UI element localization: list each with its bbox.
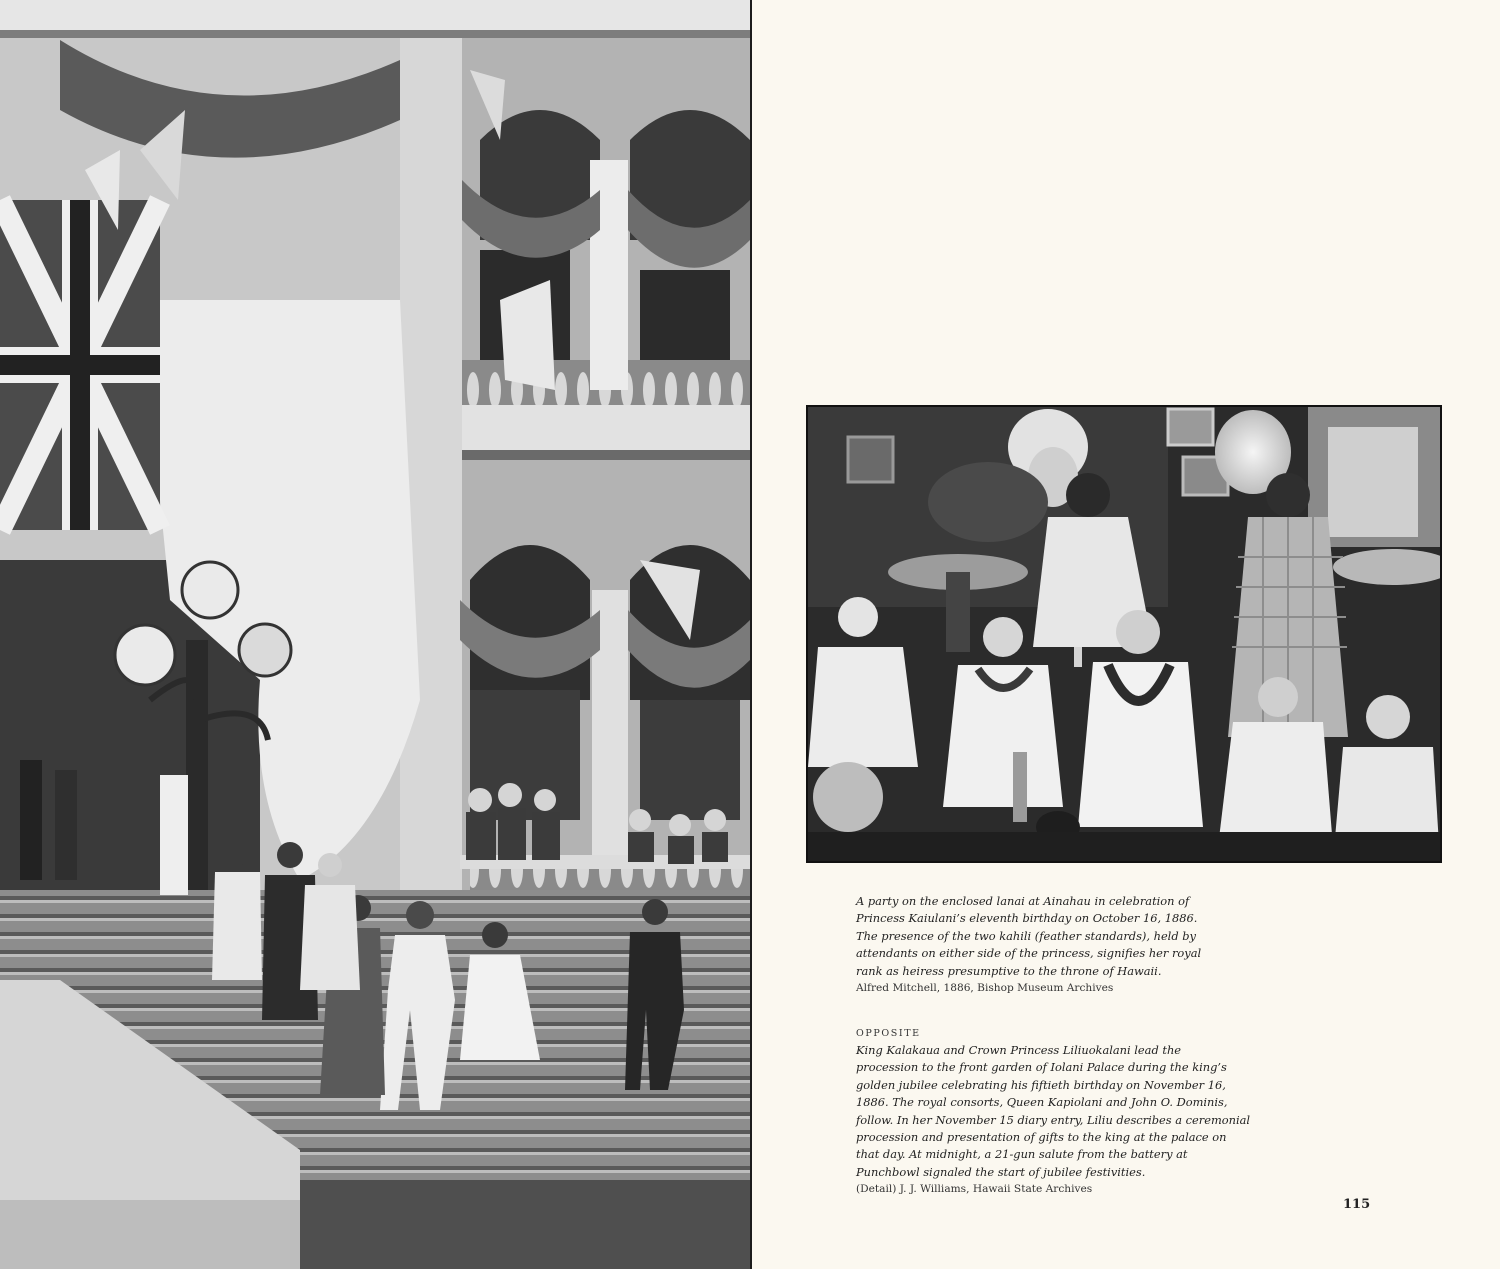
ainahau-party-photograph (806, 405, 1442, 863)
opposite-caption (856, 1025, 1256, 1198)
caption-line: golden jubilee celebrating his fiftieth birthday on November 16, (856, 1077, 1226, 1092)
caption-line: 1886. The royal consorts, Queen Kapiolani and John O. Dominis, (856, 1095, 1228, 1110)
opposite-label: OPPOSITE (856, 1028, 921, 1039)
caption-line: King Kalakaua and Crown Princess Liliuokalani lead the (856, 1043, 1182, 1057)
caption-line: rank as heiress presumptive to the throne of Hawaii. (856, 963, 1162, 978)
photo-credit: (Detail) J. J. Williams, Hawaii State Archives (856, 1183, 1093, 1196)
party-photo-illustration (808, 407, 1440, 861)
caption-line: The presence of the two kahili (feather standards), held by (856, 928, 1196, 943)
caption-line: procession and presentation of gifts to the king at the palace on (856, 1130, 1227, 1145)
caption-line: Princess Kaiulani’s eleventh birthday on October 16, 1886. (856, 911, 1198, 926)
caption-line: A party on the enclosed lanai at Ainahau in celebration of (856, 894, 1190, 908)
caption-line: that day. At midnight, a 21-gun salute from the battery at (856, 1147, 1188, 1162)
caption-line: Punchbowl signaled the start of jubilee festivities. (856, 1164, 1146, 1179)
flag-icon (0, 200, 160, 530)
party-caption (856, 893, 1256, 997)
caption-line: procession to the front garden of Iolani Palace during the king’s (856, 1060, 1227, 1075)
photo-credit: Alfred Mitchell, 1886, Bishop Museum Archives (856, 982, 1114, 995)
page-number: 115 (1343, 1197, 1371, 1212)
caption-line: attendants on either side of the princess, signifies her royal (856, 946, 1202, 961)
caption-line: follow. In her November 15 diary entry, Liliu describes a ceremonial (856, 1112, 1251, 1127)
